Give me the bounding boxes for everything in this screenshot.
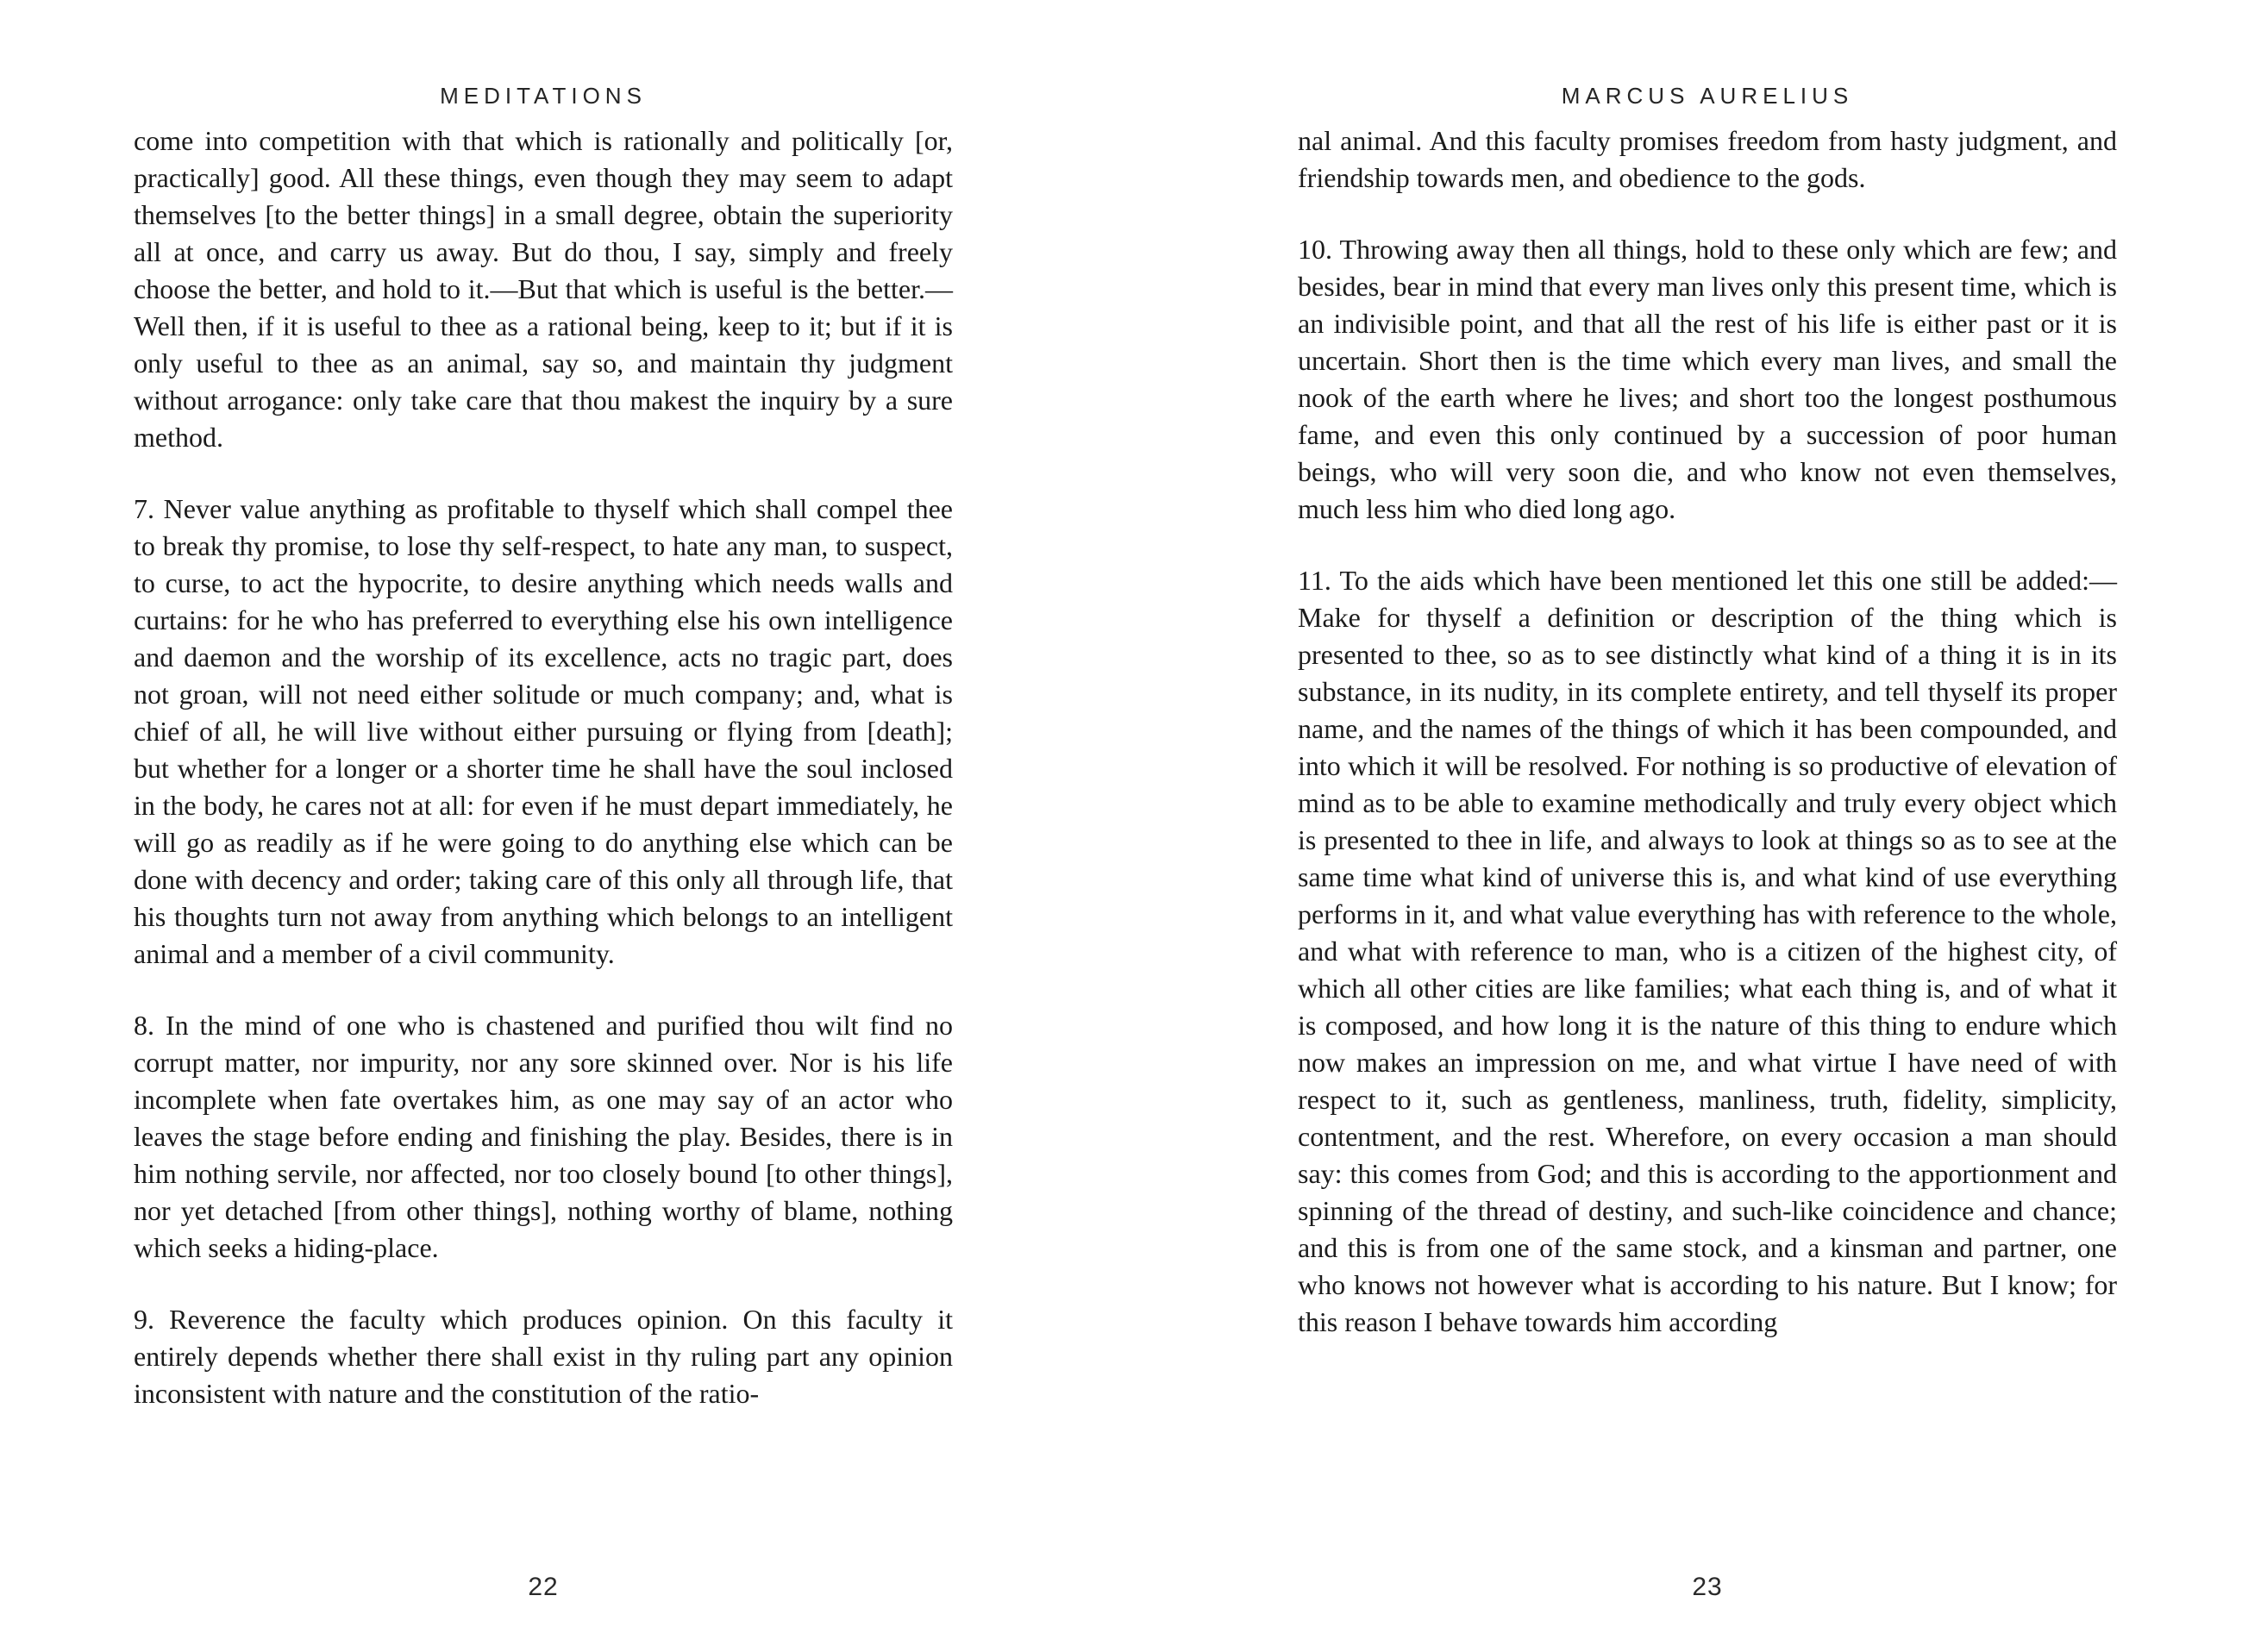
paragraph: come into competition with that which is rationally and politically [or, practically] good. All these things, even though they may seem to adapt themselves [to the better things] in a small degree, obtain the superiority all at once, and carry us away. But do thou, I say, simply and freely choose the better, and hold to it.—But that which is useful is the better.—Well then, if it is useful to thee as a rational being, keep to it; but if it is only useful to thee as an animal, say so, and maintain thy judgment without arrogance: only take care that thou makest the inquiry by a sure method.: [134, 125, 953, 453]
paragraph: 11. To the aids which have been mentioned let this one still be added:—Make for thyself a definition or description of the thing which is presented to thee, so as to see distinctly what kind of a thing it is in its substance, in its nudity, in its complete entirety, and tell thyself its proper name, and the names of the things of which it has been compounded, and into which it will be resolved. For nothing is so productive of elevation of mind as to be able to examine methodically and truly every object which is presented to thee in life, and always to look at things so as to see at the same time what kind of universe this is, and what kind of use everything performs in it, and what value everything has with reference to the whole, and what with reference to man, who is a citizen of the highest city, of which all other cities are like families; what each thing is, and of what it is composed, and how long it is the nature of this thing to endure which now makes an impression on me, and what virtue I have need of with respect to it, such as gentleness, manliness, truth, fidelity, simplicity, contentment, and the rest. Wherefore, on every occasion a man should say: this comes from God; and this is according to the apportionment and spinning of the thread of destiny, and such-like coincidence and chance; and this is from one of the same stock, and a kinsman and partner, one who knows not however what is according to his nature. But I know; for this reason I behave towards him according: [1298, 565, 2117, 1337]
right-page: [1298, 0, 2117, 1652]
left-page-text: [134, 122, 953, 1412]
paragraph: 7. Never value anything as profitable to thyself which shall compel thee to break thy promise, to lose thy self-respect, to hate any man, to suspect, to curse, to act the hypocrite, to desire anything which needs walls and curtains: for he who has preferred to everything else his own intelligence and daemon and the worship of its excellence, acts no tragic part, does not groan, will not need either solitude or much company; and, what is chief of all, he will live without either pursuing or flying from [death]; but whether for a longer or a shorter time he shall have the soul inclosed in the body, he cares not at all: for even if he must depart immediately, he will go as readily as if he were going to do anything else which can be done with decency and order; taking care of this only all through life, that his thoughts turn not away from anything which belongs to an intelligent animal and a member of a civil community.: [134, 493, 953, 969]
paragraph: nal animal. And this faculty promises freedom from hasty judgment, and friendship towards men, and obedience to the gods.: [1298, 125, 2117, 193]
right-page-number: 23: [1692, 1573, 1723, 1601]
left-running-head: MEDITATIONS: [440, 83, 647, 109]
left-page-number: 22: [528, 1573, 559, 1601]
paragraph: 10. Throwing away then all things, hold to these only which are few; and besides, bear in mind that every man lives only this present time, which is an indivisible point, and that all the rest of his life is either past or it is uncertain. Short then is the time which every man lives, and small the nook of the earth where he lives; and short too the longest posthumous fame, and even this only continued by a succession of poor human beings, who will very soon die, and who know not even themselves, much less him who died long ago.: [1298, 234, 2117, 524]
paragraph: 9. Reverence the faculty which produces opinion. On this faculty it entirely depends whether there shall exist in thy ruling part any opinion inconsistent with nature and the constitution of the ratio-: [134, 1304, 953, 1409]
right-page-text: [1298, 122, 2117, 1341]
right-running-head: MARCUS AURELIUS: [1561, 83, 1854, 109]
paragraph: 8. In the mind of one who is chastened and purified thou wilt find no corrupt matter, nor impurity, nor any sore skinned over. Nor is his life incomplete when fate overtakes him, as one may say of an actor who leaves the stage before ending and finishing the play. Besides, there is in him nothing servile, nor affected, nor too closely bound [to other things], nor yet detached [from other things], nothing worthy of blame, nothing which seeks a hiding-place.: [134, 1010, 953, 1263]
left-page: [134, 0, 953, 1652]
